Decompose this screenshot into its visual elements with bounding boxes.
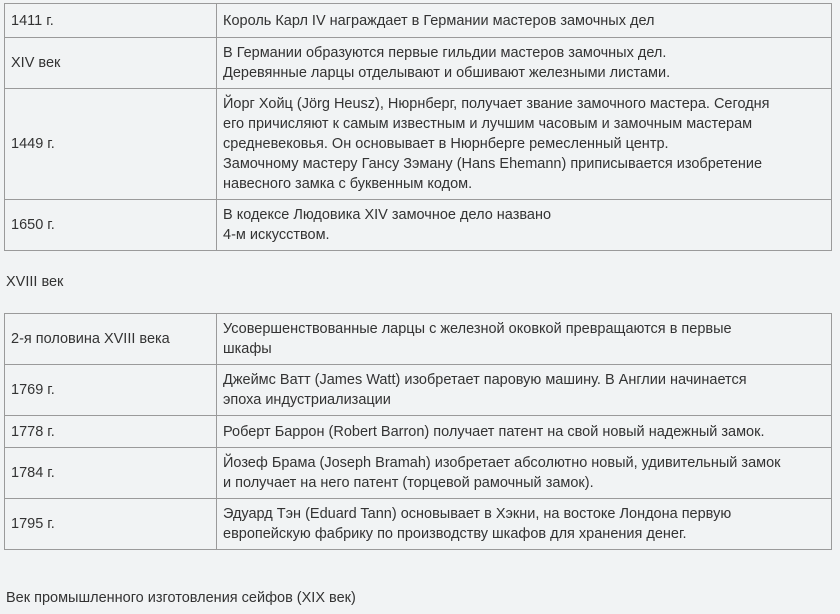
table-row <box>5 365 832 416</box>
event-text: В Германии образуются первые гильдии мастеров замочных дел. <box>223 45 667 61</box>
event-text: Джеймс Ватт (James Watt) изобретает паровую машину. В Англии начинается <box>223 372 747 388</box>
event-text: Йозеф Брама (Joseph Bramah) изобретает абсолютно новый, удивительный замок <box>223 455 781 471</box>
date-cell: 1778 г. <box>5 416 217 448</box>
event-text: Роберт Баррон (Robert Barron) получает патент на свой новый надежный замок. <box>223 423 765 440</box>
table-row <box>5 200 832 251</box>
event-text: Усовершенствованные ларцы с железной оковкой превращаются в первые <box>223 321 732 337</box>
event-text: Замочному мастеру Гансу Зэману (Hans Ehemann) приписывается изобретение <box>223 156 763 172</box>
event-text: Король Карл IV награждает в Германии мастеров замочных дел <box>223 12 655 29</box>
table-row <box>5 4 832 38</box>
date-cell: XIV век <box>5 38 217 89</box>
event-cell <box>217 499 832 550</box>
section-heading-18th-century: XVIII век <box>6 274 64 290</box>
event-text: Йорг Хойц (Jörg Heusz), Нюрнберг, получает звание замочного мастера. Сегодня <box>223 96 770 112</box>
event-cell <box>217 4 832 38</box>
event-text: Эдуард Тэн (Eduard Tann) основывает в Хэкни, на востоке Лондона первую <box>223 506 732 522</box>
date-cell: 1650 г. <box>5 200 217 251</box>
date-cell: 1769 г. <box>5 365 217 416</box>
event-text: и получает на него патент (торцевой рамочный замок). <box>223 475 594 491</box>
event-cell <box>217 448 832 499</box>
event-cell <box>217 89 832 200</box>
event-text: европейскую фабрику по производству шкафов для хранения денег. <box>223 526 687 542</box>
event-cell <box>217 314 832 365</box>
table-row <box>5 89 832 200</box>
timeline-table-early <box>4 3 832 251</box>
date-cell: 1784 г. <box>5 448 217 499</box>
table-row <box>5 499 832 550</box>
event-cell <box>217 365 832 416</box>
event-text: Деревянные ларцы отделывают и обшивают железными листами. <box>223 65 671 81</box>
event-text: В кодексе Людовика XIV замочное дело названо <box>223 207 552 223</box>
event-text: его причисляют к самым известным и лучшим часовым и замочным мастерам <box>223 116 753 132</box>
event-text: средневековья. Он основывает в Нюрнберге ремесленный центр. <box>223 136 669 152</box>
table-row <box>5 38 832 89</box>
date-cell: 1795 г. <box>5 499 217 550</box>
event-cell <box>217 416 832 448</box>
timeline-table-18th-century <box>4 313 832 550</box>
event-cell <box>217 38 832 89</box>
event-text: навесного замка с буквенным кодом. <box>223 176 473 192</box>
event-text: 4-м искусством. <box>223 227 330 243</box>
table-row <box>5 416 832 448</box>
date-cell: 2-я половина XVIII века <box>5 314 217 365</box>
table-row <box>5 448 832 499</box>
section-heading-19th-century: Век промышленного изготовления сейфов (XIX век) <box>6 590 356 606</box>
date-cell: 1411 г. <box>5 4 217 38</box>
event-cell <box>217 200 832 251</box>
event-text: шкафы <box>223 341 272 357</box>
date-cell: 1449 г. <box>5 89 217 200</box>
table-row <box>5 314 832 365</box>
event-text: эпоха индустриализации <box>223 392 391 408</box>
